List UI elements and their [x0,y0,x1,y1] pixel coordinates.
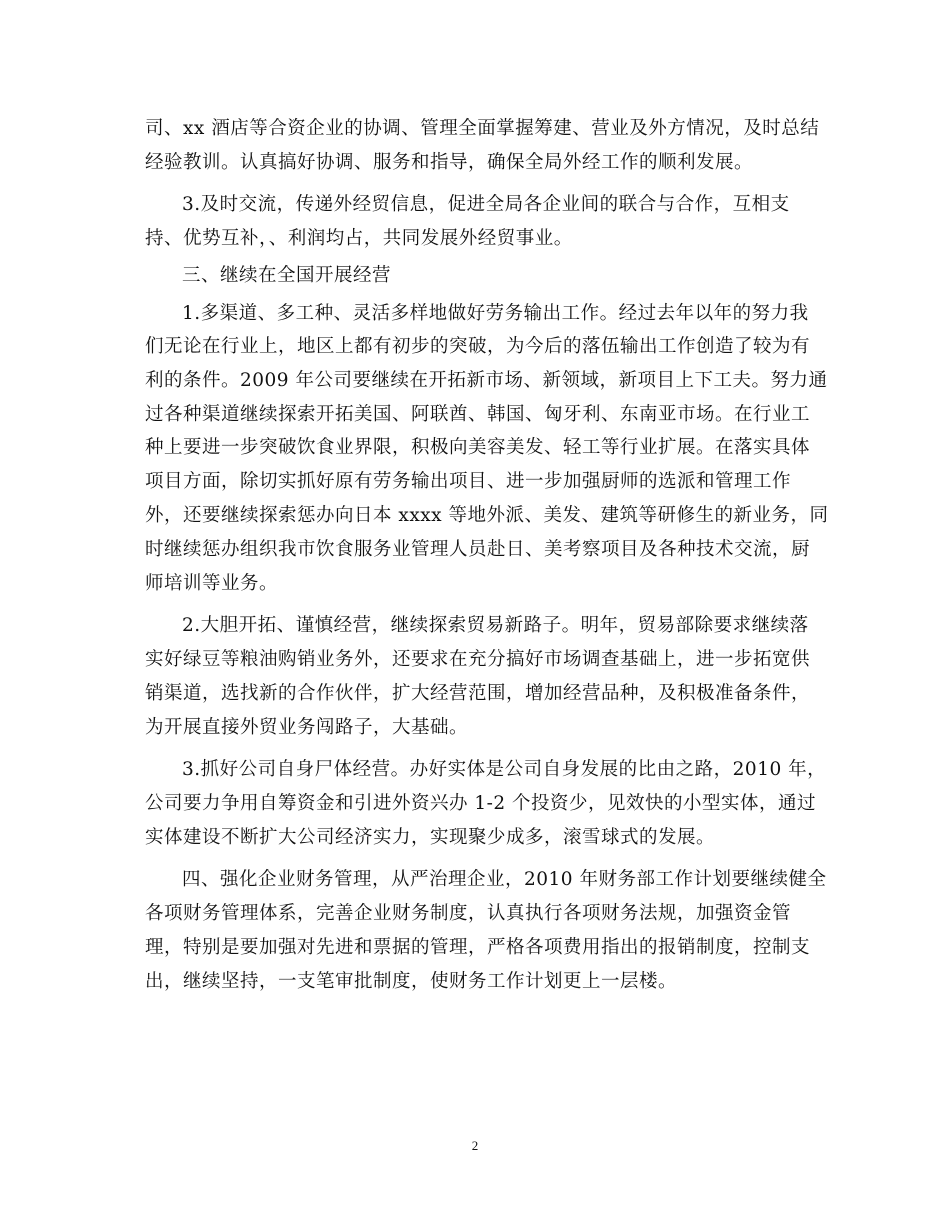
text-line: 种上要进一步突破饮食业界限，积极向美容美发、轻工等行业扩展。在落实具体 [145,437,811,458]
text-line: 司、xx 酒店等合资企业的协调、管理全面掌握筹建、营业及外方情况，及时总结 [145,118,820,139]
text-line: 为开展直接外贸业务闯路子，大基础。 [145,717,469,738]
text-line: 外，还要继续探索惩办向日本 xxxx 等地外派、美发、建筑等研修生的新业务，同 [145,505,829,526]
text-line: 2.大胆开拓、谨慎经营，继续探索贸易新路子。明年，贸易部除要求继续落 [182,615,809,636]
text-line: 公司要力争用自筹资金和引进外资兴办 1-2 个投资少，见效快的小型实体，通过 [145,793,817,814]
text-line: 经验教训。认真搞好协调、服务和指导，确保全局外经工作的顺利发展。 [145,152,754,173]
text-line: 四、强化企业财务管理，从严治理企业，2010 年财务部工作计划要继续健全 [182,869,827,890]
text-line: 时继续惩办组织我市饮食服务业管理人员赴日、美考察项目及各种技术交流，厨 [145,539,811,560]
text-line: 过各种渠道继续探索开拓美国、阿联酋、韩国、匈牙利、东南亚市场。在行业工 [145,404,811,425]
section-heading: 三、继续在全国开展经营 [182,265,392,286]
text-line: 实体建设不断扩大公司经济实力，实现聚少成多，滚雪球式的发展。 [145,827,716,848]
text-line: 3.抓好公司自身尸体经营。办好实体是公司自身发展的比由之路，2010 年， [182,759,827,780]
text-line: 们无论在行业上，地区上都有初步的突破，为今后的落伍输出工作创造了较为有 [145,336,811,357]
text-line: 利的条件。2009 年公司要继续在开拓新市场、新领域，新项目上下工夫。努力通 [145,370,828,391]
page-number: 2 [471,1138,479,1153]
text-line: 1.多渠道、多工种、灵活多样地做好劳务输出工作。经过去年以年的努力我 [182,303,809,324]
text-line: 各项财务管理体系，完善企业财务制度，认真执行各项财务法规，加强资金管 [145,903,792,924]
text-line: 出，继续坚持，一支笔审批制度，使财务工作计划更上一层楼。 [145,971,678,992]
text-line: 理，特别是要加强对先进和票据的管理，严格各项费用指出的报销制度，控制支 [145,937,811,958]
text-line: 3.及时交流，传递外经贸信息，促进全局各企业间的联合与合作，互相支 [182,194,790,215]
text-line: 项目方面，除切实抓好原有劳务输出项目、进一步加强厨师的选派和管理工作 [145,471,792,492]
text-line: 师培训等业务。 [145,573,279,594]
text-line: 实好绿豆等粮油购销业务外，还要求在充分搞好市场调查基础上，进一步拓宽供 [145,649,811,670]
text-line: 销渠道，选找新的合作伙伴，扩大经营范围，增加经营品种，及积极准备条件， [145,683,811,704]
text-line: 持、优势互补，、利润均占，共同发展外经贸事业。 [145,228,573,249]
